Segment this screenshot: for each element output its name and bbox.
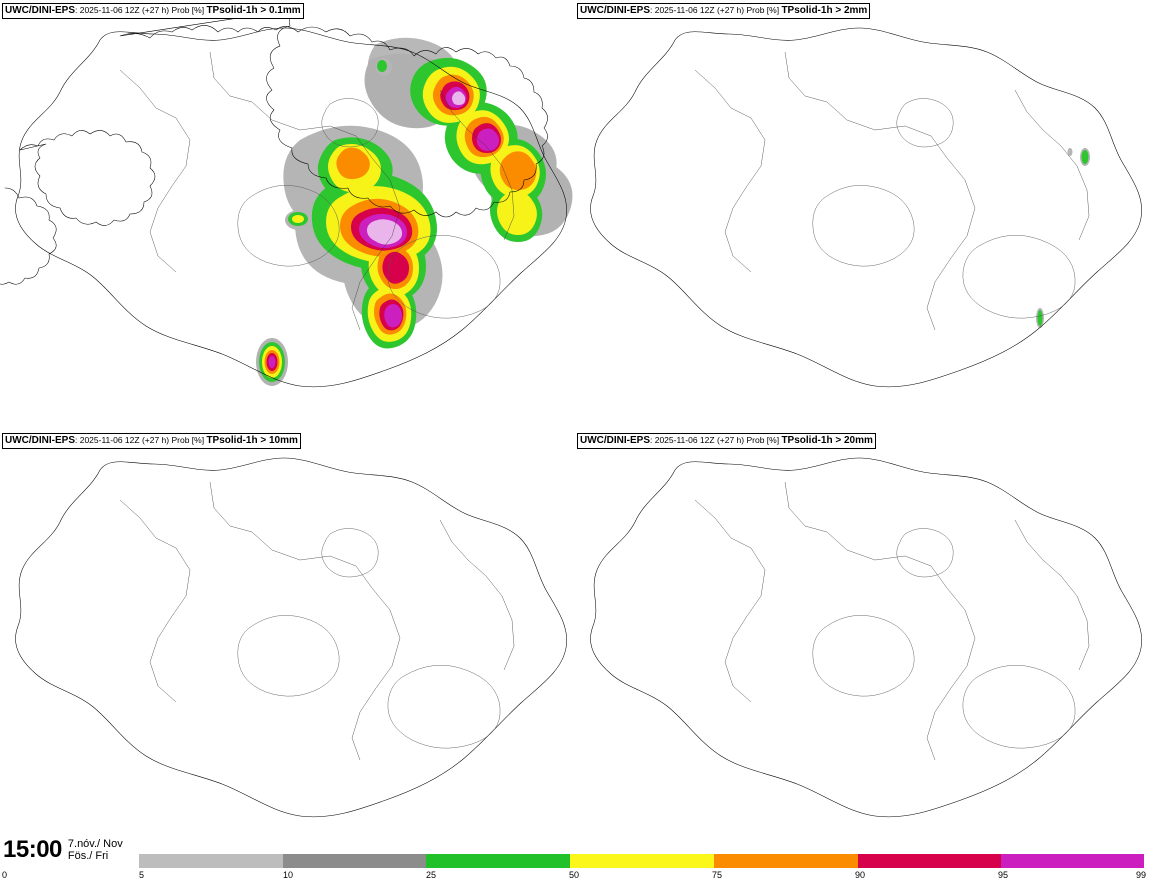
colorbar-tick-5: 5 — [139, 870, 145, 880]
colorbar-swatch-50 — [570, 854, 714, 868]
colorbar-tick-90: 90 — [855, 870, 866, 880]
panel-model-3: UWC/DINI-EPS — [580, 435, 650, 446]
colorbar-tick-75: 75 — [712, 870, 723, 880]
panel-model-1: UWC/DINI-EPS — [580, 5, 650, 16]
colorbar-swatch-95 — [1001, 854, 1144, 868]
valid-date-line2: Fös./ Fri — [67, 850, 109, 862]
panel-param-2: TPsolid-1h > 10mm — [206, 435, 298, 446]
valid-date — [68, 838, 123, 862]
valid-time-box — [0, 830, 135, 870]
map-canvas-1 — [575, 0, 1150, 430]
colorbar-tick-50: 50 — [569, 870, 580, 880]
map-panel-1[interactable] — [575, 0, 1150, 430]
valid-time: 15:00 — [3, 836, 62, 863]
colorbar-swatch-75 — [714, 854, 858, 868]
colorbar-tick-min: 0 — [2, 870, 8, 880]
panel-title-2 — [2, 433, 301, 449]
map-panel-3[interactable] — [575, 430, 1150, 860]
panel-run-1: : 2025-11-06 12Z (+27 h) Prob [%] — [650, 5, 782, 15]
map-panel-0[interactable] — [0, 0, 575, 430]
panel-run-0: : 2025-11-06 12Z (+27 h) Prob [%] — [75, 5, 207, 15]
map-panel-2[interactable] — [0, 430, 575, 860]
map-canvas-0 — [0, 0, 575, 430]
panel-title-1 — [577, 3, 870, 19]
colorbar-swatch-10 — [283, 854, 427, 868]
panel-title-3 — [577, 433, 876, 449]
panel-model-0: UWC/DINI-EPS — [5, 5, 75, 16]
colorbar-tick-25: 25 — [426, 870, 437, 880]
colorbar-swatch-90 — [858, 854, 1002, 868]
map-canvas-2 — [0, 430, 575, 860]
colorbar-swatch-25 — [426, 854, 570, 868]
colorbar-tick-10: 10 — [283, 870, 294, 880]
colorbar-tick-95: 95 — [998, 870, 1009, 880]
colorbar-swatch-5 — [139, 854, 283, 868]
map-canvas-3 — [575, 430, 1150, 860]
colorbar-tick-max: 99 — [1136, 870, 1147, 880]
panel-param-3: TPsolid-1h > 20mm — [781, 435, 873, 446]
panel-param-0: TPsolid-1h > 0.1mm — [206, 5, 301, 16]
panel-run-2: : 2025-11-06 12Z (+27 h) Prob [%] — [75, 435, 207, 445]
panel-run-3: : 2025-11-06 12Z (+27 h) Prob [%] — [650, 435, 782, 445]
colorbar — [139, 854, 1144, 868]
panel-title-0 — [2, 3, 304, 19]
panel-param-1: TPsolid-1h > 2mm — [781, 5, 868, 16]
valid-date-line1: 7.nóv./ Nov — [67, 838, 123, 850]
panel-model-2: UWC/DINI-EPS — [5, 435, 75, 446]
colorbar-ticks — [0, 870, 1150, 884]
footer — [0, 822, 1150, 891]
